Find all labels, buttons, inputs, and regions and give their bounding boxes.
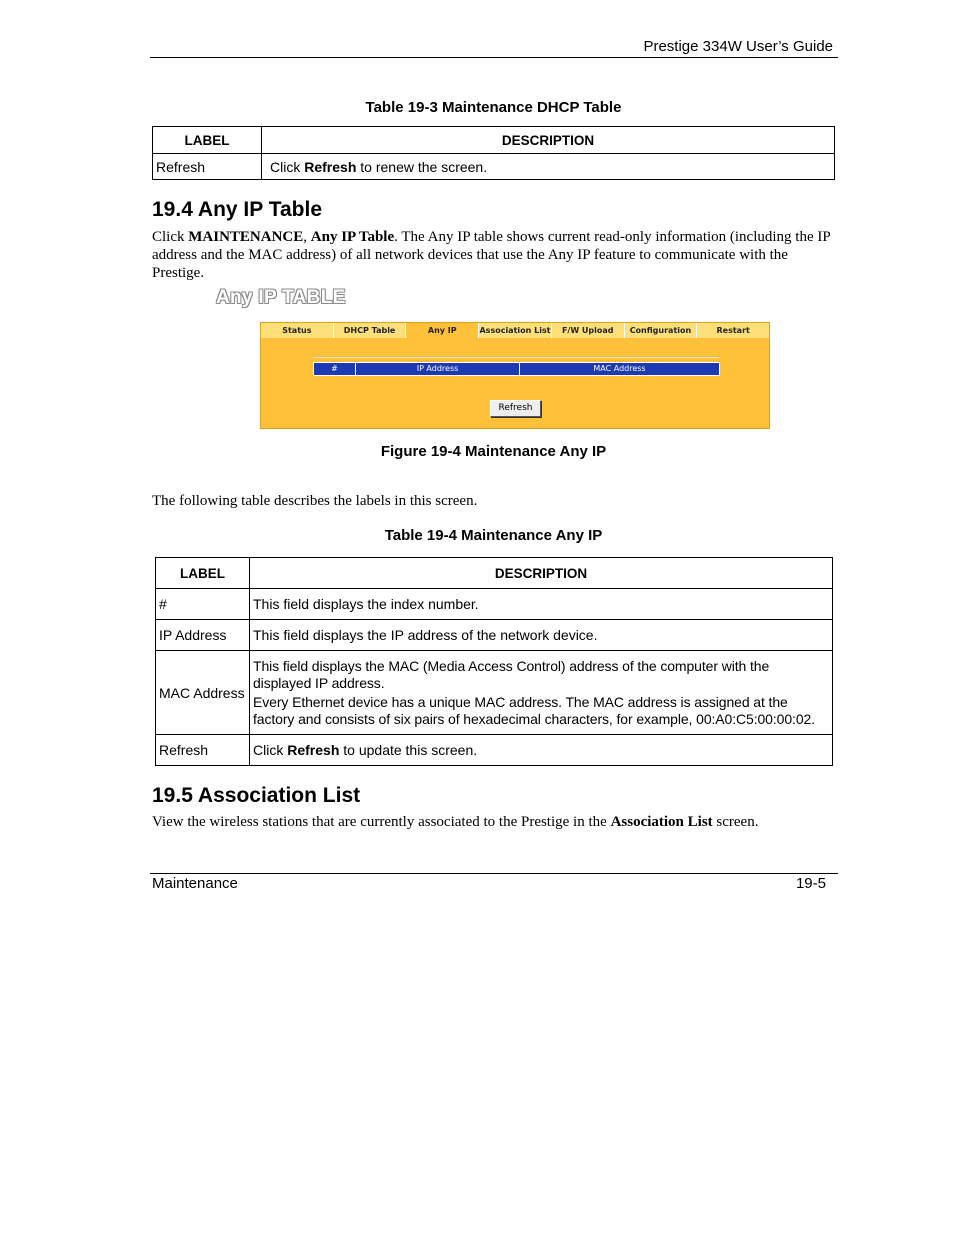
column-header-label: LABEL: [156, 558, 250, 589]
intro-paragraph: The following table describes the labels in this screen.: [152, 493, 478, 509]
header-rule: [150, 57, 838, 58]
any-ip-screen-panel: [260, 322, 770, 429]
table-19-4-caption: Table 19-4 Maintenance Any IP: [384, 527, 603, 544]
tab-fw-upload[interactable]: F/W Upload: [552, 323, 625, 338]
row-label: MAC Address: [156, 651, 250, 735]
row-description: This field displays the index number.: [250, 589, 833, 620]
column-header-index: #: [314, 363, 356, 375]
row-label: Refresh: [153, 154, 262, 180]
table-19-3: [152, 126, 835, 180]
row-description: This field displays the IP address of the network device.: [250, 620, 833, 651]
divider: [313, 357, 719, 358]
screenshot-title: Any IP TABLE: [216, 287, 346, 308]
tab-restart[interactable]: Restart: [697, 323, 769, 338]
column-header-mac-address: MAC Address: [520, 363, 719, 375]
any-ip-table-header: [313, 362, 720, 376]
tab-configuration[interactable]: Configuration: [625, 323, 698, 338]
row-label: IP Address: [156, 620, 250, 651]
row-description: Click Refresh to update this screen.: [250, 735, 833, 766]
table-19-4: [155, 557, 833, 766]
footer-page-number: 19-5: [795, 875, 826, 892]
figure-caption: Figure 19-4 Maintenance Any IP: [380, 443, 607, 460]
tab-association-list[interactable]: Association List: [479, 323, 552, 338]
column-header-description: DESCRIPTION: [250, 558, 833, 589]
table-row: [156, 620, 833, 651]
row-label: #: [156, 589, 250, 620]
description-paragraph: This field displays the MAC (Media Access Control) address of the computer with the displayed IP address.: [253, 657, 770, 691]
row-description: [250, 651, 833, 735]
tab-status[interactable]: Status: [261, 323, 334, 338]
row-description: Click Refresh to renew the screen.: [262, 154, 835, 180]
table-19-3-caption: Table 19-3 Maintenance DHCP Table: [365, 99, 622, 116]
description-paragraph: Every Ethernet device has a unique MAC address. The MAC address is assigned at the factory and consists of six pairs of hexadecimal characters, for example, 00:A0:C5:00:00:02.: [253, 693, 815, 727]
running-header: Prestige 334W User’s Guide: [643, 38, 833, 55]
refresh-button[interactable]: Refresh: [490, 400, 541, 417]
column-header-description: DESCRIPTION: [262, 127, 835, 154]
section-19-4-paragraph: Click MAINTENANCE, Any IP Table. The Any IP table shows current read-only information (including the IP address and the MAC address) of all network devices that use the Any IP feature to communicate with the Prestige.: [152, 229, 831, 281]
table-row: [156, 735, 833, 766]
section-19-5-paragraph: View the wireless stations that are currently associated to the Prestige in the Association List screen.: [152, 814, 759, 830]
footer-chapter: Maintenance: [152, 875, 238, 892]
table-row: [153, 154, 835, 180]
column-header-ip-address: IP Address: [356, 363, 520, 375]
table-row: [156, 651, 833, 735]
footer-rule: [150, 873, 838, 874]
tab-dhcp-table[interactable]: DHCP Table: [334, 323, 407, 338]
table-row: [156, 589, 833, 620]
section-heading-19-5: 19.5 Association List: [152, 784, 361, 807]
maintenance-tab-bar: [261, 323, 769, 338]
row-label: Refresh: [156, 735, 250, 766]
tab-any-ip[interactable]: Any IP: [406, 323, 479, 338]
section-heading-19-4: 19.4 Any IP Table: [152, 198, 323, 221]
column-header-label: LABEL: [153, 127, 262, 154]
